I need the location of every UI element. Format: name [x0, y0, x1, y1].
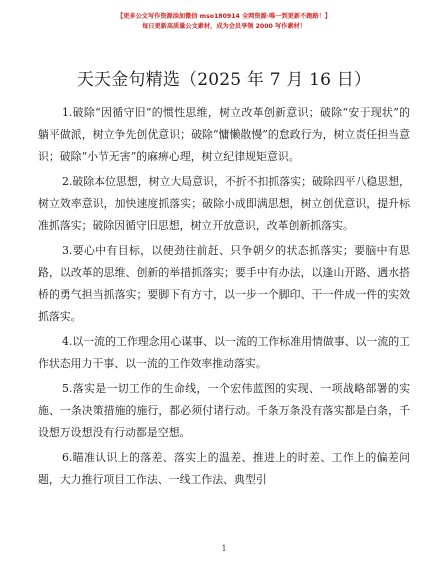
paragraph-4: 4.以一流的工作理念用心谋事、以一流的工作标准用情做事、以一流的工作状态用力干事、以一流的工作效率推动落实。	[38, 335, 410, 370]
paragraph-6: 6.瞄准认识上的落差、落实上的温差、推进上的时差、工作上的偏差问题，大力推行项目工作法、一线工作法、典型引	[38, 451, 410, 486]
document-body	[38, 102, 410, 491]
promo-banner-line-2: 每日更新高质量公文素材，成为会员享领 2000 写作素材！	[142, 23, 306, 30]
document-title: 天天金句精选（2025 年 7 月 16 日）	[76, 70, 372, 90]
promo-banner-line-1: 【更多公文写作资源添加微信 mso180914 全网资源·唯一到更新不跑路！】	[117, 13, 331, 20]
paragraph-2: 2.破除本位思想，树立大局意识，不折不扣抓落实；破除四平八稳思想，树立效率意识，加快速度抓落实；破除小成即满思想，树立创优意识，提升标准抓落实；破除因循守旧思想，树立开放意识，改革创新抓落实。	[38, 175, 410, 232]
promo-banner	[0, 12, 448, 32]
paragraph-3: 3.要心中有目标，以使劲往前赶、只争朝夕的状态抓落实；要脑中有思路，以改革的思维、创新的举措抓落实；要手中有办法，以逢山开路、遇水搭桥的勇气担当抓落实；要脚下有方寸，以一步一个脚印、干一件成一件的实效抓落实。	[38, 244, 410, 323]
page-number: 1	[221, 544, 227, 553]
paragraph-5: 5.落实是一切工作的生命线，一个宏伟蓝图的实现、一项战略部署的实施、一条决策措施的施行，都必须付诸行动。千条万条没有落实都是白条，千设想万设想没有行动都是空想。	[38, 382, 410, 439]
paragraph-1: 1.破除“因循守旧”的惯性思维，树立改革创新意识；破除“安于现状”的躺平做派，树立争先创优意识；破除“慵懒散慢”的怠政行为，树立责任担当意识；破除“小节无害”的麻痹心理，树立纪律规矩意识。	[38, 106, 410, 163]
